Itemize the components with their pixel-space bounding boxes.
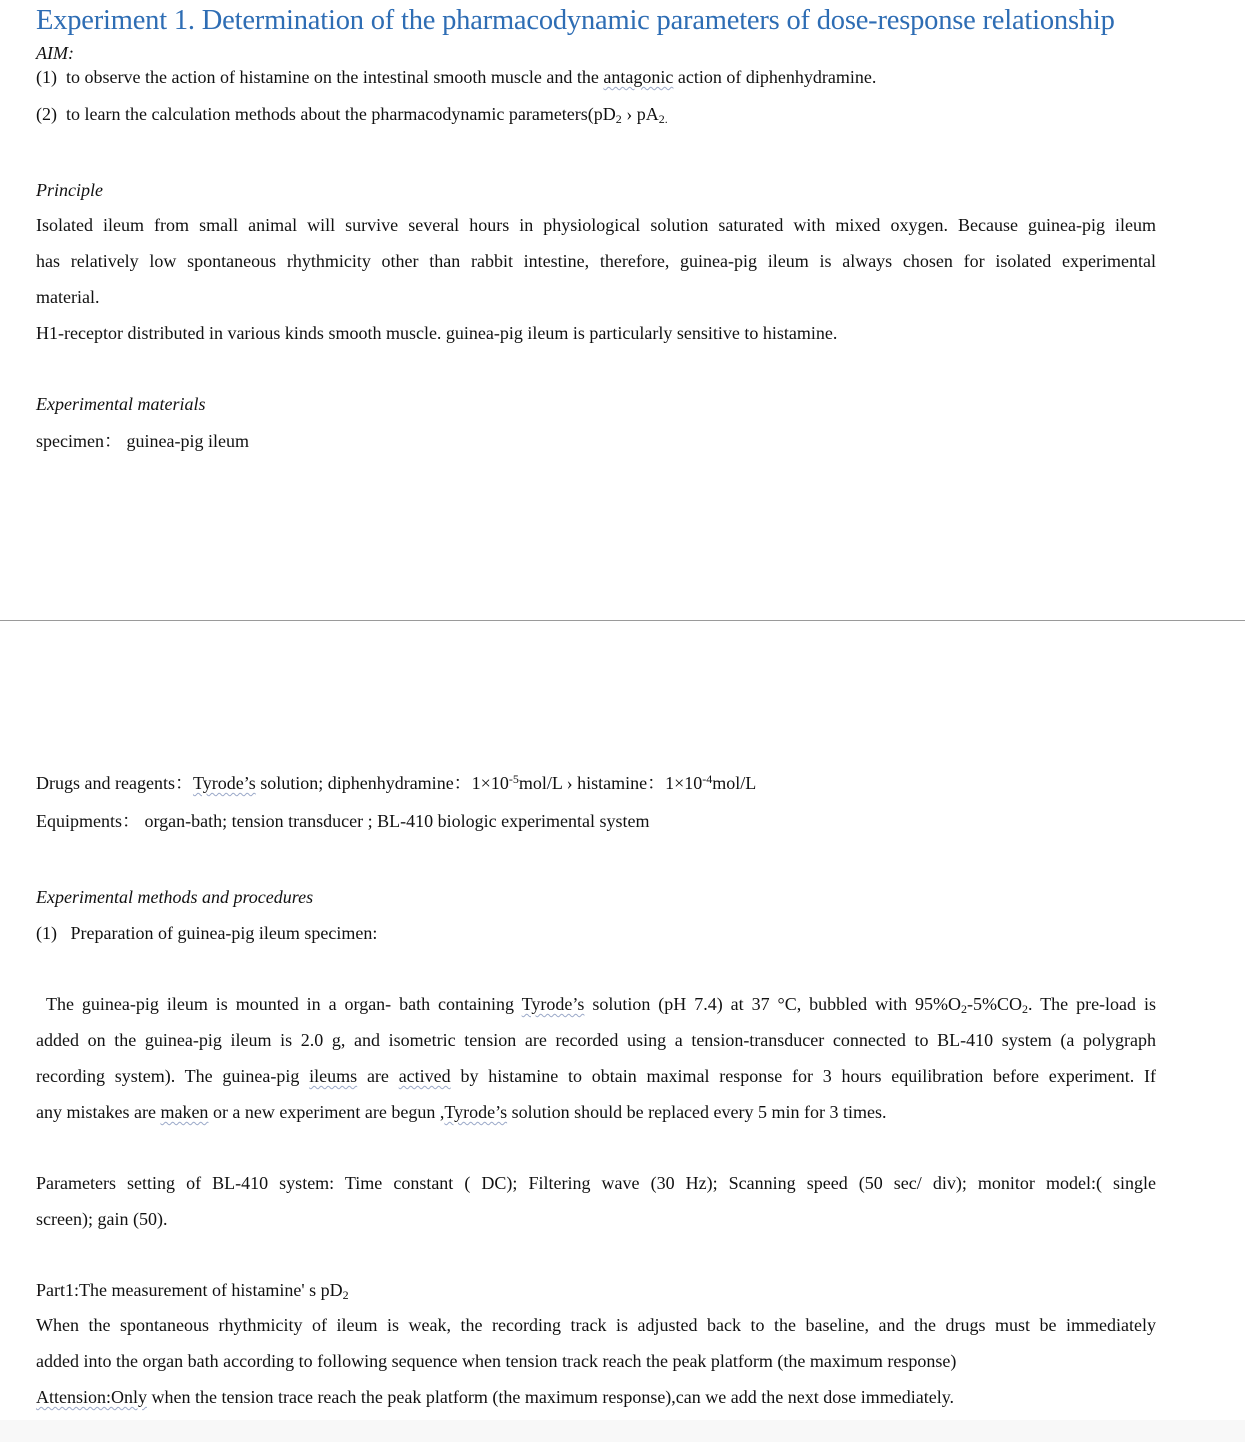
part1-attention-b: when the tension trace reach the peak platform (the maximum response),can we add the next dose immediately. bbox=[147, 1387, 955, 1407]
drugs-label: Drugs and reagents： bbox=[36, 773, 193, 793]
drugs-exp1: -5 bbox=[508, 772, 519, 786]
aim-item-2-sub2: 2. bbox=[658, 112, 668, 126]
aim-item-1 bbox=[36, 66, 876, 88]
aim-item-2-num: (2) bbox=[36, 104, 57, 124]
methods-l1g: . The pre-load is bbox=[1028, 994, 1156, 1014]
aim-item-2-text-a: to learn the calculation methods about the pharmacodynamic parameters(pD bbox=[66, 104, 616, 124]
part1-line-1: When the spontaneous rhythmicity of ileum is weak, the recording track is adjusted back to the baseline, and the drugs must be immediately bbox=[36, 1315, 1156, 1335]
page-break-divider bbox=[0, 620, 1245, 621]
bottom-margin bbox=[0, 1420, 1245, 1442]
methods-l1e: -5%CO bbox=[967, 994, 1023, 1014]
methods-l1a: The guinea-pig ileum is mounted in a organ- bath containing bbox=[46, 994, 522, 1014]
aim-item-1-text-b: antagonic bbox=[603, 67, 674, 87]
methods-l1c: solution (pH 7.4) at 37 °C, bubbled with 95%O bbox=[584, 994, 962, 1014]
part1-attention-a: Attension:Only bbox=[36, 1387, 147, 1407]
part1-paragraph bbox=[36, 1307, 1156, 1379]
methods-l4a: any mistakes are bbox=[36, 1102, 161, 1122]
drugs-tyrode: Tyrode’s bbox=[192, 773, 256, 793]
aim-heading: AIM: bbox=[36, 43, 74, 63]
aim-item-1-text-c: action of diphenhydramine. bbox=[673, 67, 877, 87]
methods-l1f: 2 bbox=[1022, 1002, 1029, 1016]
methods-l3d: actived bbox=[398, 1066, 451, 1086]
part1-heading bbox=[36, 1279, 349, 1306]
methods-l4c: or a new experiment are begun , bbox=[208, 1102, 445, 1122]
document-title: Experiment 1. Determination of the pharmacodynamic parameters of dose-response relationship bbox=[36, 5, 1115, 36]
methods-l3c: are bbox=[357, 1066, 399, 1086]
methods-line-3 bbox=[36, 1058, 1156, 1094]
principle-heading: Principle bbox=[36, 180, 103, 200]
drugs-mid2: mol/L › histamine：1×10 bbox=[518, 773, 703, 793]
drugs-end: mol/L bbox=[712, 773, 757, 793]
methods-l3a: recording system). The guinea-pig bbox=[36, 1066, 310, 1086]
methods-paragraph bbox=[36, 986, 1156, 1130]
methods-l1d: 2 bbox=[961, 1002, 968, 1016]
principle-p1-line-1: Isolated ileum from small animal will survive several hours in physiological solution saturated with mixed oxygen. Because guinea-pig ileum bbox=[36, 215, 1156, 235]
principle-paragraph-2: H1-receptor distributed in various kinds smooth muscle. guinea-pig ileum is particularly sensitive to histamine. bbox=[36, 323, 838, 343]
materials-heading: Experimental materials bbox=[36, 394, 206, 414]
aim-item-2 bbox=[36, 103, 668, 130]
methods-heading: Experimental methods and procedures bbox=[36, 887, 314, 907]
parameters-paragraph bbox=[36, 1165, 1156, 1237]
methods-step-1: (1) Preparation of guinea-pig ileum specimen: bbox=[36, 923, 378, 943]
methods-l4b: maken bbox=[160, 1102, 209, 1122]
aim-item-1-num: (1) bbox=[36, 67, 57, 87]
part1-heading-text: Part1:The measurement of histamine' s pD bbox=[36, 1280, 343, 1300]
aim-item-1-text-a: to observe the action of histamine on the intestinal smooth muscle and the bbox=[66, 67, 604, 87]
drugs-exp2: -4 bbox=[702, 772, 713, 786]
part1-heading-sub: 2 bbox=[342, 1288, 349, 1302]
methods-line-1 bbox=[36, 986, 1156, 1022]
methods-l4d: Tyrode’s bbox=[444, 1102, 508, 1122]
principle-p1-line-3: material. bbox=[36, 287, 100, 307]
methods-line-4 bbox=[36, 1094, 1156, 1130]
aim-item-2-text-b: › pA bbox=[621, 104, 659, 124]
aim-item-2-sub1: 2 bbox=[615, 112, 622, 126]
methods-l1b: Tyrode’s bbox=[521, 994, 585, 1014]
materials-specimen: specimen： guinea-pig ileum bbox=[36, 431, 249, 451]
principle-p1-line-2: has relatively low spontaneous rhythmicity other than rabbit intestine, therefore, guinea-pig ileum is always chosen for isolated experimental bbox=[36, 251, 1156, 271]
methods-l4e: solution should be replaced every 5 min for 3 times. bbox=[507, 1102, 887, 1122]
parameters-line-1: Parameters setting of BL-410 system: Time constant ( DC); Filtering wave (30 Hz); Scanning speed (50 sec/ div); monitor model:( single bbox=[36, 1173, 1156, 1193]
methods-l3e: by histamine to obtain maximal response for 3 hours equilibration before experiment. If bbox=[450, 1066, 1156, 1086]
methods-l3b: ileums bbox=[309, 1066, 358, 1086]
part1-line-2: added into the organ bath according to following sequence when tension track reach the peak platform (the maximum response) bbox=[36, 1351, 957, 1371]
methods-line-2: added on the guinea-pig ileum is 2.0 g, and isometric tension are recorded using a tension-transducer connected to BL-410 system (a polygraph bbox=[36, 1030, 1156, 1050]
principle-paragraph-1 bbox=[36, 207, 1156, 315]
drugs-and-reagents bbox=[36, 768, 756, 794]
part1-attention bbox=[36, 1386, 954, 1408]
parameters-line-2: screen); gain (50). bbox=[36, 1209, 168, 1229]
drugs-mid: solution; diphenhydramine：1×10 bbox=[255, 773, 509, 793]
equipments: Equipments： organ-bath; tension transducer ; BL-410 biologic experimental system bbox=[36, 811, 650, 831]
